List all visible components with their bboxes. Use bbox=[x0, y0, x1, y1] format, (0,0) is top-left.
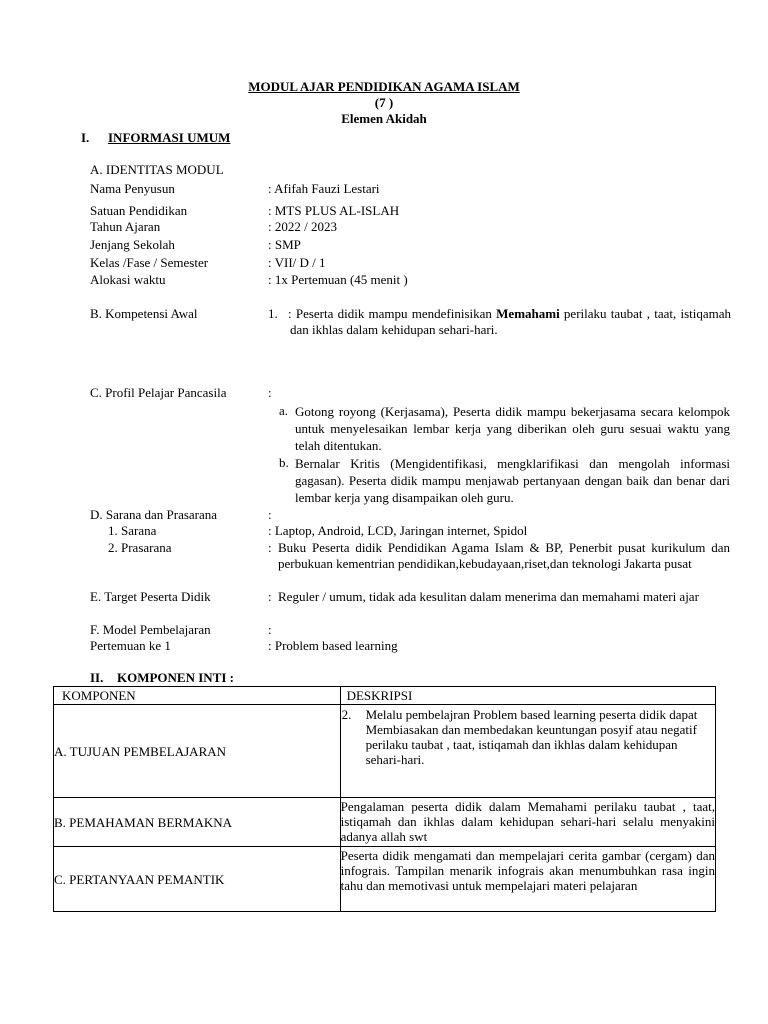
table-header-row bbox=[54, 687, 716, 705]
table-header-deskripsi: DESKRIPSI bbox=[340, 687, 715, 705]
section-2-heading: KOMPONEN INTI : bbox=[117, 670, 234, 685]
section-1-number: I. bbox=[81, 130, 90, 145]
label-tahun-ajaran: Tahun Ajaran bbox=[90, 219, 161, 234]
profil-label: C. Profil Pelajar Pancasila bbox=[90, 385, 227, 400]
label-jenjang-sekolah: Jenjang Sekolah bbox=[90, 237, 175, 252]
sarana-item-1-label: 1. Sarana bbox=[108, 523, 157, 538]
doc-title: MODUL AJAR PENDIDIKAN AGAMA ISLAM bbox=[248, 79, 520, 94]
label-nama-penyusun: Nama Penyusun bbox=[90, 181, 175, 196]
doc-subtitle-number: (7 ) bbox=[374, 95, 394, 110]
profil-item-a-marker: a. bbox=[279, 403, 289, 418]
identitas-heading: A. IDENTITAS MODUL bbox=[90, 162, 224, 177]
value-nama-penyusun: : Afifah Fauzi Lestari bbox=[268, 181, 380, 196]
table-cell-komponen: A. TUJUAN PEMBELAJARAN bbox=[54, 705, 341, 798]
profil-item-b-marker: b. bbox=[279, 455, 289, 470]
kompetensi-number: 1. bbox=[268, 306, 278, 321]
sarana-item-1-value: : Laptop, Android, LCD, Jaringan internet, Spidol bbox=[268, 523, 528, 538]
model-label: F. Model Pembelajaran bbox=[90, 622, 211, 637]
value-jenjang-sekolah: : SMP bbox=[268, 237, 301, 252]
value-kelas-fase-semester: : VII/ D / 1 bbox=[268, 255, 326, 270]
target-value: Reguler / umum, tidak ada kesulitan dalam menerima dan memahami materi ajar bbox=[278, 589, 699, 604]
komponen-table bbox=[53, 686, 716, 912]
table-row bbox=[54, 705, 716, 798]
section-2-number: II. bbox=[90, 670, 104, 685]
table-header-komponen: KOMPONEN bbox=[54, 687, 341, 705]
table-cell-komponen: B. PEMAHAMAN BERMAKNA bbox=[54, 798, 341, 847]
pertemuan-value: : Problem based learning bbox=[268, 638, 398, 653]
value-tahun-ajaran: : 2022 / 2023 bbox=[268, 219, 337, 234]
table-cell-number: 2. bbox=[341, 707, 352, 722]
label-kelas-fase-semester: Kelas /Fase / Semester bbox=[90, 255, 209, 270]
label-alokasi-waktu: Alokasi waktu bbox=[90, 272, 166, 287]
value-satuan-pendidikan: : MTS PLUS AL-ISLAH bbox=[268, 203, 400, 218]
kompetensi-label: B. Kompetensi Awal bbox=[90, 306, 198, 321]
table-cell-deskripsi bbox=[340, 705, 715, 798]
table-row bbox=[54, 847, 716, 912]
sarana-label: D. Sarana dan Prasarana bbox=[90, 507, 218, 522]
sarana-item-2-colon: : bbox=[268, 540, 272, 555]
doc-subtitle-element: Elemen Akidah bbox=[341, 111, 427, 126]
profil-colon: : bbox=[268, 385, 272, 400]
kompetensi-text: : Peserta didik mampu mendefinisikan Memahami perilaku taubat , taat, istiqamah dan ikhlas dalam kehidupan sehari-hari. bbox=[288, 306, 732, 337]
value-alokasi-waktu: : 1x Pertemuan (45 menit ) bbox=[268, 272, 408, 287]
profil-item-a-text: Gotong royong (Kerjasama), Peserta didik mampu bekerjasama secara kelompok untuk menyelesaikan lembar kerja yang diberikan oleh guru sesuai waktu yang telah ditentukan. bbox=[295, 404, 730, 453]
sarana-item-2-value: Buku Peserta didik Pendidikan Agama Islam & BP, Penerbit pusat kurikulum dan perbukuan kementrian pendidikan,kebudayaan,riset,dan teknologi Jakarta pusat bbox=[278, 540, 730, 571]
section-1-heading: INFORMASI UMUM bbox=[108, 130, 231, 145]
sarana-item-2-label: 2. Prasarana bbox=[108, 540, 172, 555]
table-cell-komponen: C. PERTANYAAN PEMANTIK bbox=[54, 847, 341, 912]
table-cell-deskripsi-text: Melalu pembelajran Problem based learning peserta didik dapat Membiasakan dan membedakan keuntungan posyif atau negatif perilaku taubat , taat, istiqamah dan ikhlas dalam kehidupan sehari-hari. bbox=[365, 707, 698, 767]
target-label: E. Target Peserta Didik bbox=[90, 589, 211, 604]
table-row bbox=[54, 798, 716, 847]
sarana-colon: : bbox=[268, 507, 272, 522]
profil-item-b-text: Bernalar Kritis (Mengidentifikasi, mengklarifikasi dan mengolah informasi gagasan). Peserta didik mampu menjawab pertanyaan dengan baik dan benar dari lembar kerja yang disampaikan oleh guru. bbox=[295, 456, 730, 505]
model-colon: : bbox=[268, 622, 272, 637]
target-colon: : bbox=[268, 589, 272, 604]
table-cell-deskripsi: Pengalaman peserta didik dalam Memahami perilaku taubat , taat, istiqamah dan ikhlas dalam kehidupan sehari-hari selalu menyakini adanya allah swt bbox=[340, 798, 715, 847]
table-cell-deskripsi: Peserta didik mengamati dan mempelajari cerita gambar (cergam) dan infograis. Tampilan menarik infograis akan menumbuhkan rasa ingin tahu dan memotivasi untuk mempelajari materi pelajaran bbox=[340, 847, 715, 912]
label-satuan-pendidikan: Satuan Pendidikan bbox=[90, 203, 188, 218]
pertemuan-label: Pertemuan ke 1 bbox=[90, 638, 171, 653]
